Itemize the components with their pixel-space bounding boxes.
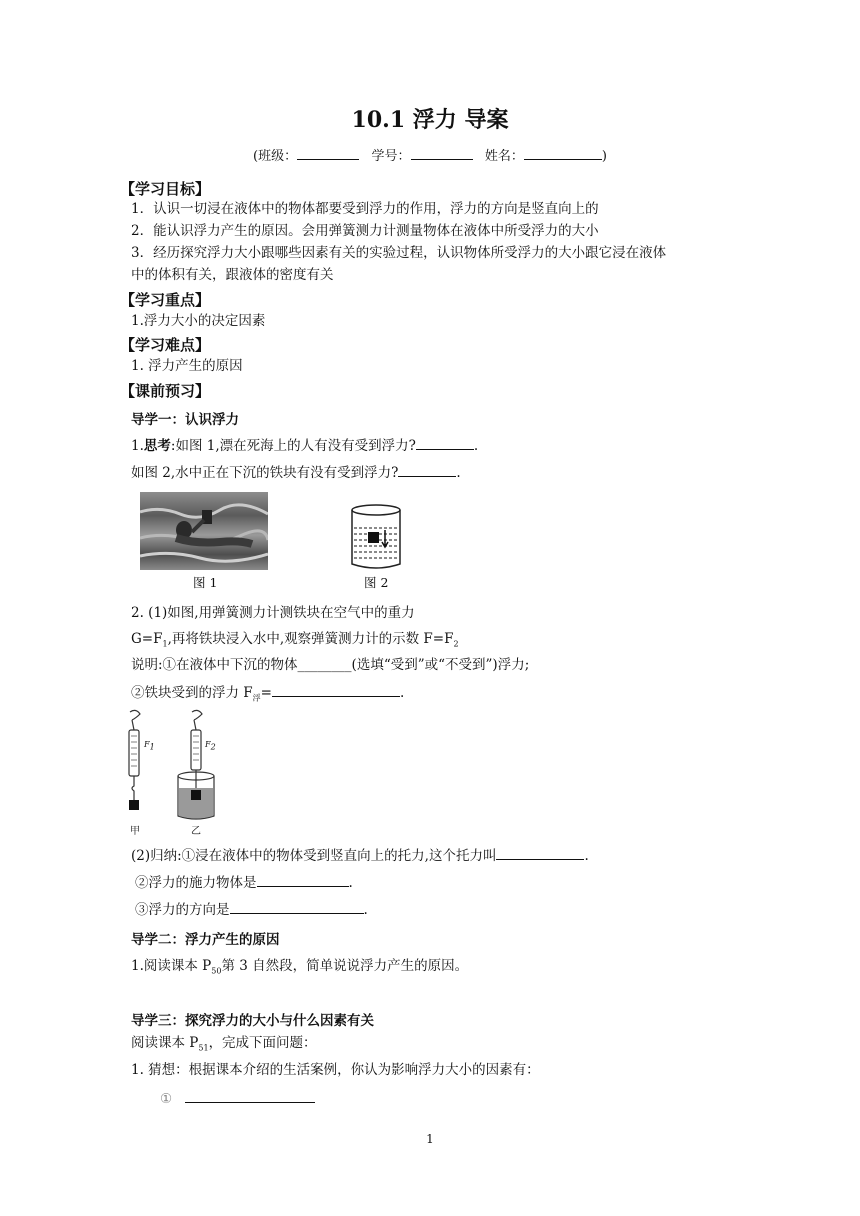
label-yi: 乙 bbox=[191, 826, 201, 837]
student-id-label: 学号： bbox=[371, 149, 411, 164]
keypoint-item: 1.浮力大小的决定因素 bbox=[131, 313, 266, 329]
section3-heading: 导学三：探究浮力的大小与什么因素有关 bbox=[131, 1013, 374, 1029]
answer-blank[interactable] bbox=[257, 873, 349, 887]
student-info-line bbox=[0, 145, 860, 164]
summary-3: ③浮力的方向是 . bbox=[135, 902, 368, 918]
section2-question: 1.阅读课本 $P_{50}$第 3 自然段，简单说说浮力产生的原因。 bbox=[131, 958, 469, 976]
info-close: ) bbox=[601, 149, 607, 164]
answer-blank[interactable] bbox=[416, 436, 474, 450]
keypoints-heading: 【学习重点】 bbox=[120, 291, 211, 309]
guess-item-1: ① bbox=[160, 1089, 315, 1108]
name-blank[interactable] bbox=[524, 146, 602, 160]
page-title: 10.1 浮力 导案 bbox=[351, 107, 509, 133]
question-3-line3: 说明:①在液体中下沉的物体________(选填“受到”或“不受到”)浮力; bbox=[131, 657, 530, 673]
buoyancy-formula-blank[interactable] bbox=[272, 683, 400, 697]
answer-blank[interactable] bbox=[230, 900, 364, 914]
student-id-blank[interactable] bbox=[411, 146, 473, 160]
label-F2: $F_2$ bbox=[205, 740, 216, 752]
figure-2-caption: 图 2 bbox=[364, 575, 389, 590]
objective-item: 中的体积有关，跟液体的密度有关 bbox=[131, 267, 334, 283]
summary-2: ②浮力的施力物体是 . bbox=[135, 875, 353, 891]
question-3-line4: ②铁块受到的浮力 $F_浮=$ . bbox=[131, 685, 405, 703]
water-scene-icon bbox=[140, 492, 268, 570]
objective-item: 1．认识一切浸在液体中的物体都要受到浮力的作用，浮力的方向是竖直向上的 bbox=[131, 201, 599, 217]
guess-blank[interactable] bbox=[185, 1089, 315, 1103]
name-label: 姓名： bbox=[484, 149, 524, 164]
page-number: 1 bbox=[426, 1132, 434, 1146]
class-label: (班级： bbox=[253, 149, 298, 164]
question-3-line2: $G=F_1$,再将铁块浸入水中,观察弹簧测力计的示数 $F=F_2$ bbox=[131, 631, 459, 649]
answer-blank[interactable] bbox=[496, 846, 584, 860]
question-2: 如图 2,水中正在下沉的铁块有没有受到浮力? . bbox=[131, 465, 461, 481]
summary-1: (2)归纳:①浸在液体中的物体受到竖直向上的托力,这个托力叫 . bbox=[131, 848, 589, 864]
preview-heading: 【课前预习】 bbox=[120, 382, 211, 400]
spring-scale-in-air-icon bbox=[129, 710, 140, 810]
answer-blank[interactable] bbox=[398, 463, 456, 477]
spring-scale-in-water-icon bbox=[178, 710, 214, 819]
section3-guess: 1. 猜想：根据课本介绍的生活案例，你认为影响浮力大小的因素有： bbox=[131, 1062, 540, 1078]
beaker-sinking-block-icon bbox=[348, 502, 404, 572]
section1-heading: 导学一：认识浮力 bbox=[131, 412, 239, 428]
section2-heading: 导学二：浮力产生的原因 bbox=[131, 932, 280, 948]
difficulty-heading: 【学习难点】 bbox=[120, 336, 211, 354]
question-3-line1: 2. (1)如图,用弹簧测力计测铁块在空气中的重力 bbox=[131, 605, 415, 621]
figure-1-caption: 图 1 bbox=[193, 575, 218, 590]
question-1: 1.思考:如图 1,漂在死海上的人有没有受到浮力? . bbox=[131, 438, 479, 454]
class-blank[interactable] bbox=[297, 146, 359, 160]
label-F1: $F_1$ bbox=[144, 740, 155, 752]
objective-item: 2．能认识浮力产生的原因。会用弹簧测力计测量物体在液体中所受浮力的大小 bbox=[131, 223, 599, 239]
section3-read: 阅读课本 $P_{51}$，完成下面问题： bbox=[131, 1035, 317, 1053]
objective-item: 3．经历探究浮力大小跟哪些因素有关的实验过程，认识物体所受浮力的大小跟它浸在液体 bbox=[131, 245, 667, 261]
difficulty-item: 1. 浮力产生的原因 bbox=[131, 358, 243, 374]
spring-scale-diagram bbox=[118, 708, 238, 838]
label-jia: 甲 bbox=[130, 826, 140, 837]
objectives-heading: 【学习目标】 bbox=[120, 180, 211, 198]
dead-sea-floating-photo bbox=[140, 492, 268, 570]
